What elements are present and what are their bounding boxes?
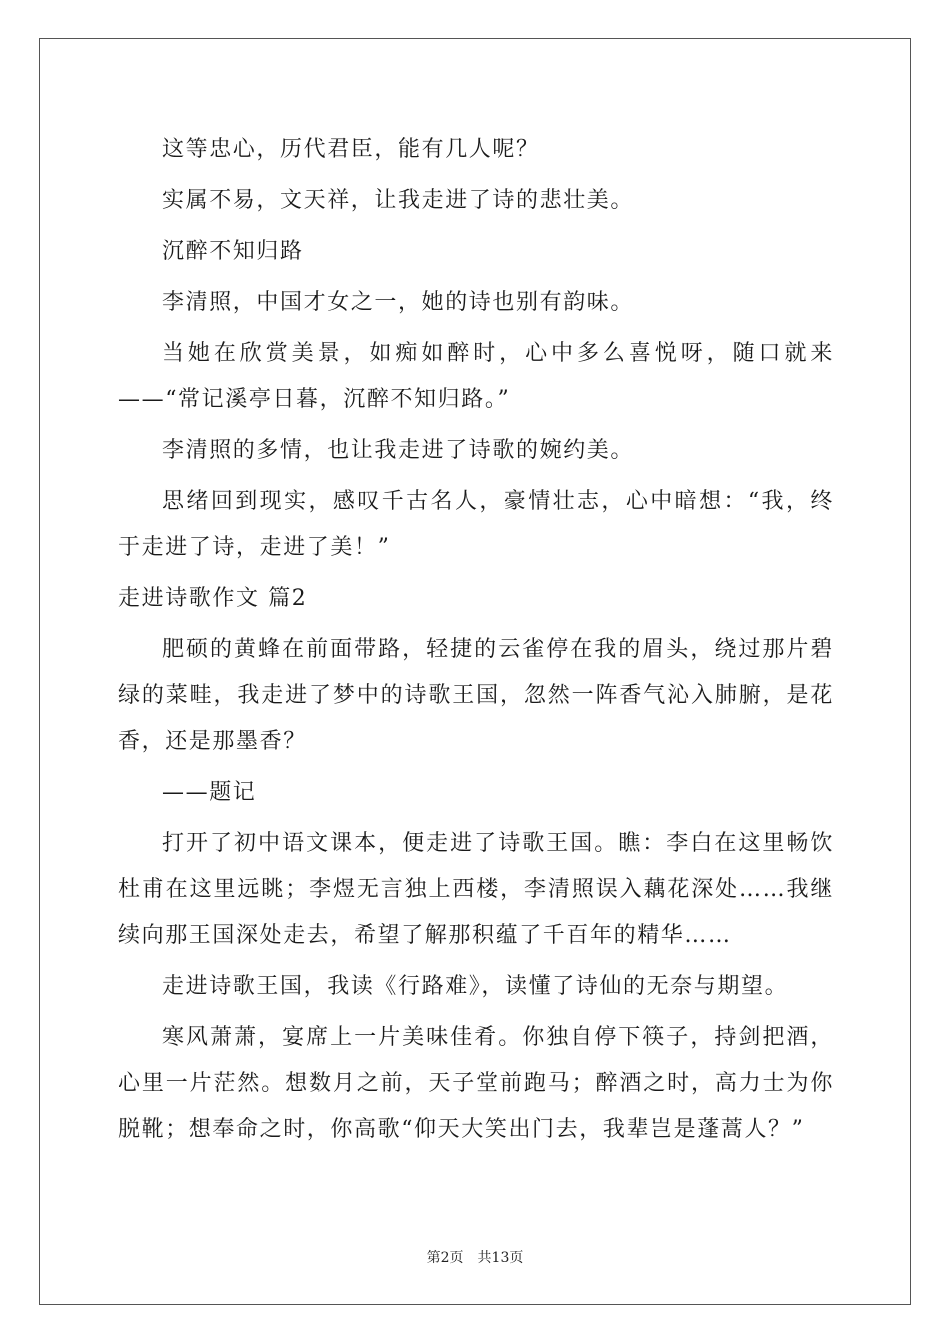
paragraph: 思绪回到现实，感叹千古名人，豪情壮志，心中暗想：“我，终于走进了诗，走进了美！” (118, 489, 834, 560)
paragraph: ——题记 (162, 780, 257, 805)
paragraph: 肥硕的黄蜂在前面带路，轻捷的云雀停在我的眉头，绕过那片碧绿的菜畦，我走进了梦中的诗歌王国，忽然一阵香气沁入肺腑，是花香，还是那墨香？ (118, 637, 834, 754)
paragraph: 沉醉不知归路 (162, 239, 304, 264)
paragraph: 当她在欣赏美景，如痴如醉时，心中多么喜悦呀，随口就来——“常记溪亭日暮，沉醉不知归路。” (118, 341, 834, 412)
paragraph: 走进诗歌王国，我读《行路难》，读懂了诗仙的无奈与期望。 (162, 974, 789, 999)
paragraph: 李清照，中国才女之一，她的诗也别有韵味。 (162, 290, 635, 315)
paragraph: 李清照的多情，也让我走进了诗歌的婉约美。 (162, 438, 635, 463)
paragraph: 这等忠心，历代君臣，能有几人呢？ (162, 137, 540, 162)
section-heading: 走进诗歌作文 篇2 (118, 586, 308, 611)
page-number-footer: 第2页 共13页 (426, 1250, 524, 1266)
paragraph: 寒风萧萧，宴席上一片美味佳肴。你独自停下筷子，持剑把酒，心里一片茫然。想数月之前，天子堂前跑马；醉酒之时，高力士为你脱靴；想奉命之时，你高歌“仰天大笑出门去，我辈岂是蓬蒿人？” (118, 1025, 834, 1142)
paragraph: 打开了初中语文课本，便走进了诗歌王国。瞧：李白在这里畅饮杜甫在这里远眺；李煜无言独上西楼，李清照误入藕花深处……我继续向那王国深处走去，希望了解那积蕴了千百年的精华…… (118, 831, 834, 948)
document-body (118, 127, 834, 1158)
paragraph: 实属不易，文天祥，让我走进了诗的悲壮美。 (162, 188, 635, 213)
